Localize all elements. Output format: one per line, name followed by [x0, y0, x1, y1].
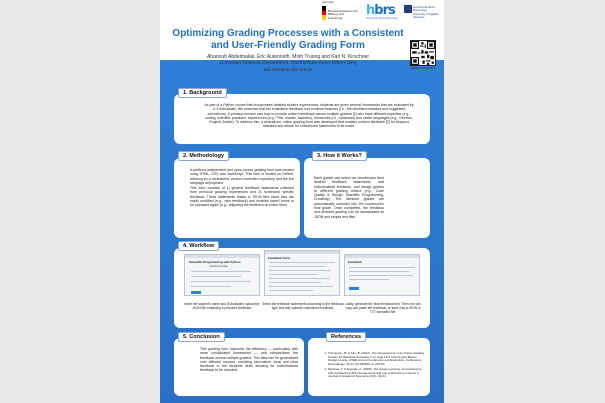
workflow-screenshot-1-title: Scientific Programming with Python [189, 260, 241, 264]
qr-code-icon[interactable] [410, 40, 436, 66]
methodology-text [190, 168, 294, 208]
hbrs-secondary-logo-text: Hochschule Bonn-Rhein-Sieg University of Applied Sciences [413, 4, 439, 19]
workflow-heading: 4. Workflow [178, 241, 219, 251]
workflow-screenshot-1-subtitle: Grading Template [209, 265, 228, 268]
bmbf-logo [322, 6, 360, 24]
poster-title: Optimizing Grading Processes with a Consistent and User-Friendly Grading Form [172, 28, 404, 51]
workflow-caption-3: Lastly, generate the final feedback text. Then one can copy and paste the feedback, or save it as a JSON or TXT formatted file. [345, 302, 421, 314]
methodology-heading: 2. Methodology [178, 151, 229, 161]
workflow-upload-button [191, 291, 201, 294]
hbrs-logo-subtitle: Hochschule Bonn-Rhein-Sieg [366, 17, 398, 20]
background-heading: 1. Background [178, 88, 227, 98]
hbrs-logo-mark-a: h [366, 3, 375, 18]
german-flag-icon [322, 6, 326, 20]
hbrs-secondary-logo [404, 5, 442, 19]
methodology-text-1: A platform-independent and open-source grading form was created using HTML, CSS and JavaScript. This form is hosted on GitHub, allowing for a centralized, version-controlled repository and the live webpage deployment. [190, 168, 294, 185]
workflow-screenshot-3 [344, 254, 420, 296]
how-it-works-heading: 3. How it Works? [312, 151, 367, 161]
hbrs-square-icon [404, 5, 412, 13]
workflow-generate-button [349, 287, 359, 290]
workflow-caption-1: Insert the student's name and (if available) upload the JSON file containing a prepared feedback. [184, 302, 260, 310]
workflow-screenshot-2-title: Feedback Form [268, 256, 291, 260]
references-heading: References [326, 332, 366, 342]
workflow-caption-2: Select the feedback statements according to the feedback type and add optional customized feedback. [262, 302, 344, 310]
contact-email[interactable]: karl.kirschner@h-brs.de [263, 67, 313, 72]
authors-block [170, 54, 406, 67]
workflow-screenshot-2 [264, 250, 340, 296]
workflow-card [174, 248, 430, 328]
department: Computer Science Department, Hochschule Bonn-Rhein-Sieg [219, 60, 357, 67]
bmbf-supported-label: gefördert [322, 0, 335, 4]
reference-item: 1. Thompson, M. & Kim, B. (2012). The Development of an Online Grading System for Distributed Grading in a Large First Year Project-Based Design Course. ASEE Annual Conference and Exposition, Conference Proceedings, 25-11 (10.18260/1-2--22076) [328, 352, 426, 367]
qr-caption: Grading tool (GitHub) [410, 67, 436, 70]
poster [160, 0, 444, 403]
hbrs-logo [366, 4, 400, 22]
bmbf-logo-text: Bundesministerium für Bildung und Forschung [328, 8, 358, 20]
workflow-screenshot-3-title: Feedback [348, 260, 362, 264]
how-it-works-card [304, 158, 430, 238]
qr-code-graphic [411, 41, 435, 65]
conclusion-card [174, 338, 304, 396]
background-card [174, 94, 430, 144]
methodology-card [174, 158, 300, 238]
conclusion-heading: 5. Conclusion [178, 332, 225, 342]
background-text: As part of a Python course that incorporates detailed student experiences, students are given several homeworks that are evaluated by 3–5 individuals. We observed that the evaluation feedback had common features (i.e., the identified mistakes and suggested corrections). A primary concern was how to provide uniform feedback across multiple graders [1] who have different expertise (e.g., coding, scientific practices, experiences (e.g., PhD, master, bachelor), tolerances (i.e., strictness) and native languages (e.g., German, English, Arabic). To address this, a centralized, online grading form was developed that enables uniform feedback [2] for frequent mistakes and allows for customized statements to be made. [204, 103, 414, 129]
hbrs-logo-mark-b: brs [374, 3, 395, 18]
references-list [322, 352, 426, 380]
references-card [308, 338, 430, 396]
reference-item: 2. Panthou, T. & Duncale, A. (2009). The issues involving inconsistencies with feedback for ANU assignments and role of Rubrics to improve it. Journal of Academic Resources 8(1), 34-44 [328, 368, 426, 379]
conclusion-text: This grading form improves the efficiency — particularly with more complicated homeworks — and standardizes the feedback across multiple graders. This idea can be generalized over different courses, providing informative, tonal and clear feedback to the students while allowing for individualized feedback to be included. [200, 347, 298, 373]
workflow-screenshot-1 [184, 254, 260, 296]
methodology-text-2: This form consists of 1) general feedback statements collected from previous grading experiences and 2) homework specific feedback. These statements reside in JSON files since they are easily modified (e.g., new feedback) and enables saved forms to be uploaded again (e.g., adjusting the feedback at a later time). [190, 186, 294, 208]
authors: Abanoub Abdelmalak, Eric Autenrieth, Minh Truong and Karl N. Kirschner [206, 54, 370, 60]
how-it-works-text: Each grader can select via checkboxes their desired feedback statements, add individualized feedback, and assign grades to different grading criteria (e.g., Code Quality & Design, Scientific Programming, Creativity). The itemized grades are automatically summed into the homework's final grade. Once completed, the feedback and itemized grading can be downloaded as JSON and simple text files. [314, 176, 384, 219]
